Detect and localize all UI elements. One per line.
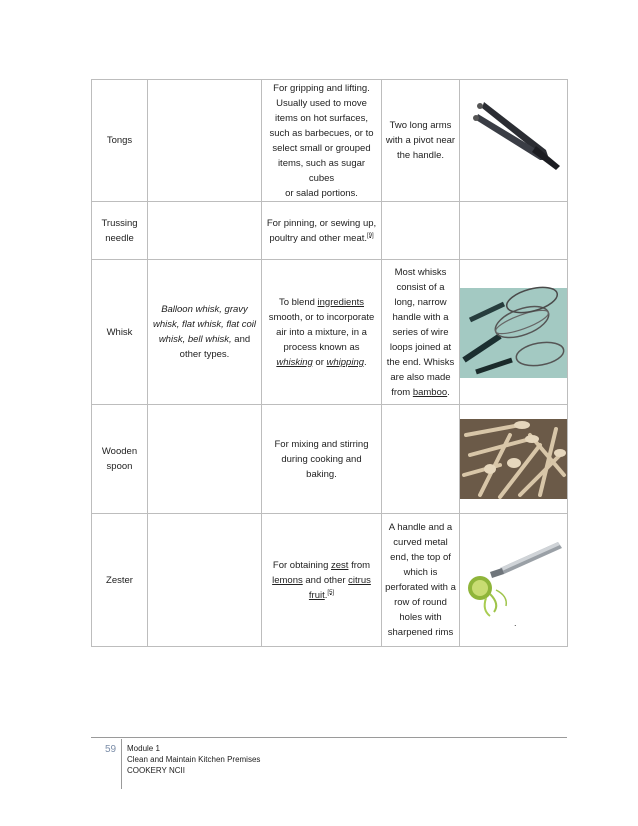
zester-image [460, 514, 568, 646]
tool-use-tongs [262, 80, 382, 202]
types-suffix: and other types. [179, 334, 251, 360]
description-line: with a pivot near [385, 135, 456, 146]
footer-course: COOKERY NCII [127, 766, 185, 775]
wooden-spoon-image [460, 405, 568, 513]
use-line: For gripping and lifting. [273, 82, 370, 94]
description-text: Most whisks consist of a long, narrow handle with a series of wire loops joined at the end. Whisks are also made from [386, 266, 455, 398]
use-text: For obtaining [272, 559, 331, 571]
zest-link[interactable]: zest [331, 559, 349, 571]
use-text: or [312, 356, 327, 368]
tool-image-whisk [460, 260, 568, 405]
tool-image-tongs [460, 80, 568, 202]
whipping-link[interactable]: whipping [326, 356, 365, 368]
use-line: Usually used to move [276, 97, 367, 109]
table-row-trussing-needle [92, 202, 568, 260]
tool-use-zester [262, 514, 382, 647]
use-text: . [324, 589, 328, 601]
tool-use-whisk [262, 260, 382, 405]
footer-text [127, 743, 260, 776]
tool-types-wooden-spoon [148, 405, 262, 514]
tool-types-zester [148, 514, 262, 647]
description-line: the handle. [396, 150, 444, 161]
use-line: select small or grouped [272, 142, 371, 154]
tool-description-wooden-spoon [382, 405, 460, 514]
use-text: from [348, 559, 371, 571]
tool-description-trussing-needle [382, 202, 460, 260]
use-line: items on hot surfaces, [275, 112, 368, 124]
use-text: and other [302, 574, 349, 586]
citation-link[interactable]: [9] [367, 232, 374, 239]
kitchen-tools-table [91, 79, 568, 647]
use-text: To blend [278, 296, 318, 308]
table-row-tongs [92, 80, 568, 202]
tool-description-tongs [382, 80, 460, 202]
svg-text:.: . [514, 618, 517, 628]
use-line: items, such as sugar cubes [277, 157, 366, 184]
table-row-whisk [92, 260, 568, 405]
use-line: or salad portions. [285, 187, 358, 199]
footer-module: Module 1 [127, 744, 160, 753]
tool-name-trussing-needle: Trussing needle [92, 202, 148, 260]
use-text: For pinning, or sewing up, poultry and other meat. [266, 217, 377, 244]
use-text: smooth, or to incorporate air into a mixture, in a process known as [268, 311, 375, 353]
citation-link[interactable]: [5] [327, 589, 335, 596]
footer-divider [121, 739, 122, 789]
description-line: Two long arms [389, 120, 452, 131]
tool-types-tongs [148, 80, 262, 202]
citrus-fruit-link[interactable]: citrus fruit [308, 574, 371, 601]
whisking-link[interactable]: whisking [276, 356, 313, 368]
tool-name-tongs: Tongs [92, 80, 148, 202]
tool-name-zester: Zester [92, 514, 148, 647]
tool-use-wooden-spoon: For mixing and stirring during cooking and baking. [262, 405, 382, 514]
tool-types-whisk [148, 260, 262, 405]
bamboo-link[interactable]: bamboo [412, 386, 448, 398]
use-line: such as barbecues, or to [269, 127, 374, 139]
tool-use-trussing-needle [262, 202, 382, 260]
use-text: . [364, 356, 367, 368]
tool-image-wooden-spoon [460, 405, 568, 514]
tool-types-trussing-needle [148, 202, 262, 260]
tongs-image [460, 80, 568, 196]
footer-rule [91, 737, 567, 738]
tool-description-whisk [382, 260, 460, 405]
tool-name-wooden-spoon: Wooden spoon [92, 405, 148, 514]
types-italic: Balloon whisk, gravy whisk, flat whisk, flat coil whisk, bell whisk, [153, 304, 256, 345]
whisk-image [460, 260, 568, 404]
tool-image-zester [460, 514, 568, 647]
table-row-wooden-spoon [92, 405, 568, 514]
page-number: 59 [105, 744, 117, 755]
tool-name-whisk: Whisk [92, 260, 148, 405]
table-row-zester [92, 514, 568, 647]
tool-image-trussing-needle [460, 202, 568, 260]
ingredients-link[interactable]: ingredients [317, 296, 365, 308]
tool-description-zester: A handle and a curved metal end, the top of which is perforated with a row of round holes with sharpened rims [382, 514, 460, 647]
description-text: . [447, 386, 450, 398]
lemons-link[interactable]: lemons [272, 574, 303, 586]
footer-module-title: Clean and Maintain Kitchen Premises [127, 755, 261, 764]
